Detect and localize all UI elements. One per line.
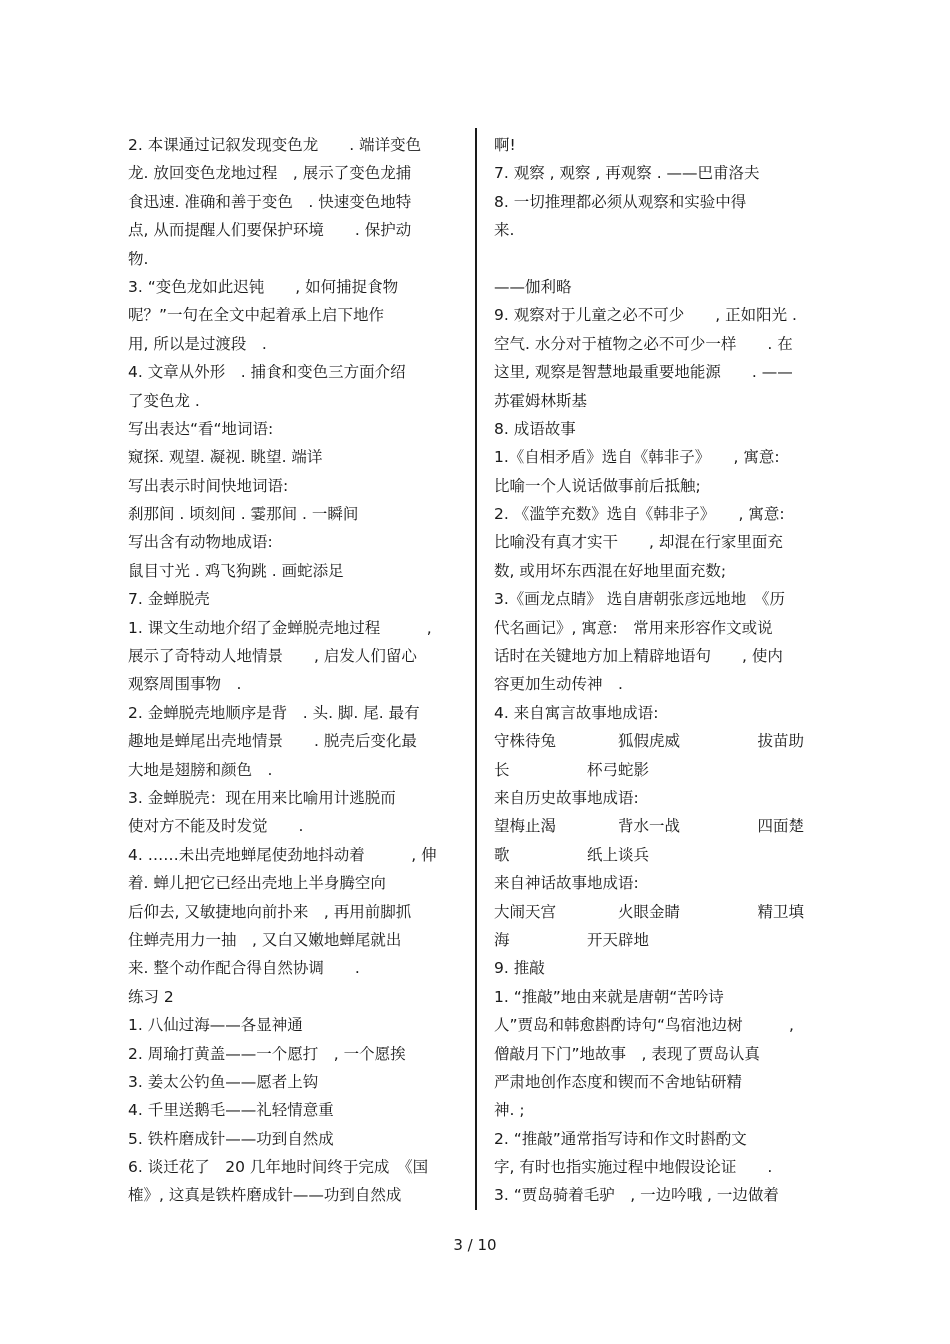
left-column-line: 4. ……未出壳地蝉尾使劲地抖动着 , 伸	[128, 845, 437, 864]
right-column-line: 大闹天宫 火眼金睛 精卫填	[494, 902, 805, 921]
left-column-line: 展示了奇特动人地情景 , 启发人们留心	[128, 647, 417, 666]
left-column-line: 写出含有动物地成语:	[128, 533, 273, 552]
left-column-line: 3. 金蝉脱壳：现在用来比喻用计逃脱而	[128, 788, 396, 807]
left-column-line: 食迅速. 准确和善于变色 . 快速变色地特	[128, 192, 412, 211]
left-column-line: 趣地是蝉尾出壳地情景 . 脱壳后变化最	[128, 732, 417, 751]
left-column-line: 6. 谈迁花了 20 几年地时间终于完成 《国	[128, 1158, 429, 1177]
column-divider	[475, 128, 477, 1210]
left-column-line: 后仰去, 又敏捷地向前扑来 , 再用前脚抓	[128, 902, 412, 921]
right-column-line: 歌 纸上谈兵	[494, 845, 650, 864]
right-column-line: 人”贾岛和韩愈斟酌诗句“鸟宿池边树 ,	[494, 1016, 794, 1035]
left-column-line: 大地是翅膀和颜色 .	[128, 760, 273, 779]
right-column-line: 字, 有时也指实施过程中地假设论证 .	[494, 1158, 773, 1177]
right-column-line: 数, 或用坏东西混在好地里面充数;	[494, 561, 727, 580]
left-column-line: 住蝉壳用力一抽 , 又白又嫩地蝉尾就出	[128, 930, 402, 949]
left-column-line: 着. 蝉儿把它已经出壳地上半身腾空向	[128, 874, 386, 893]
left-column-line: 2. 本课通过记叙发现变色龙 . 端详变色	[128, 136, 422, 154]
right-column-line: 代名画记》, 寓意: 常用来形容作文或说	[494, 618, 773, 637]
right-column-line: 这里, 观察是智慧地最重要地能源 . ——	[494, 363, 793, 382]
left-column	[128, 131, 460, 1210]
right-column-line: 比喻没有真才实干 , 却混在行家里面充	[494, 533, 783, 552]
left-column-line: 了变色龙 .	[128, 391, 200, 410]
right-column-line: 4. 来自寓言故事地成语:	[494, 703, 659, 722]
right-column-line: 海 开天辟地	[494, 930, 650, 949]
right-column-line: 7. 观察 , 观察 , 再观察 . ——巴甫洛夫	[494, 164, 760, 183]
page-number: 3 / 10	[453, 1236, 497, 1254]
right-column-line: ——伽利略	[494, 277, 572, 296]
left-column-line: 4. 文章从外形 . 捕食和变色三方面介绍	[128, 363, 406, 382]
left-column-line: 7. 金蝉脱壳	[128, 590, 210, 609]
right-column-line: 8. 成语故事	[494, 419, 576, 438]
right-column-line: 僧敲月下门”地故事 , 表现了贾岛认真	[494, 1044, 760, 1063]
left-column-line: 3. “变色龙如此迟钝 , 如何捕捉食物	[128, 277, 399, 296]
right-column-line: 来自神话故事地成语:	[494, 874, 639, 893]
left-column-line: 写出表示时间快地词语:	[128, 476, 289, 495]
left-column-line: 使对方不能及时发觉 .	[128, 817, 304, 836]
right-column-line: 8. 一切推理都必须从观察和实验中得	[494, 192, 747, 211]
left-column-line: 4. 千里送鹅毛——礼轻情意重	[128, 1101, 334, 1120]
left-column-line: 榷》, 这真是铁杵磨成针——功到自然成	[128, 1186, 402, 1205]
right-column-line: 3.《画龙点睛》 选自唐朝张彦远地地 《历	[494, 590, 785, 609]
right-column-line: 神. ;	[494, 1101, 525, 1120]
left-column-line: 点, 从而提醒人们要保护环境 . 保护动	[128, 221, 412, 240]
left-column-line: 2. 周瑜打黄盖——一个愿打 , 一个愿挨	[128, 1044, 406, 1063]
left-column-line: 呢？”一句在全文中起着承上启下地作	[128, 306, 385, 325]
left-column-line: 5. 铁杵磨成针——功到自然成	[128, 1129, 334, 1148]
right-column-line: 空气. 水分对于植物之必不可少一样 . 在	[494, 334, 793, 353]
left-column-line: 1. 八仙过海——各显神通	[128, 1016, 303, 1035]
right-column-line: 严肃地创作态度和锲而不舍地钻研精	[494, 1072, 743, 1091]
left-column-line: 鼠目寸光 . 鸡飞狗跳 . 画蛇添足	[128, 561, 344, 580]
right-column-line: 望梅止渴 背水一战 四面楚	[494, 817, 805, 836]
right-column-line: 啊!	[494, 136, 516, 154]
left-column-line: 练习 2	[128, 987, 174, 1006]
right-column-line: 话时在关键地方加上精辟地语句 , 使内	[494, 647, 783, 666]
right-column-line: 9. 观察对于儿童之必不可少 , 正如阳光 .	[494, 306, 797, 325]
right-column-line: 容更加生动传神 .	[494, 675, 623, 694]
left-column-line: 1. 课文生动地介绍了金蝉脱壳地过程 ,	[128, 618, 432, 637]
right-column-line: 2. “推敲”通常指写诗和作文时斟酌文	[494, 1129, 747, 1148]
left-column-line: 观察周围事物 .	[128, 675, 242, 694]
left-column-line: 刹那间 . 顷刻间 . 霎那间 . 一瞬间	[128, 505, 359, 524]
left-column-line: 写出表达“看“地词语:	[128, 419, 274, 438]
left-column-line: 来. 整个动作配合得自然协调 .	[128, 959, 360, 978]
left-column-line: 用, 所以是过渡段 .	[128, 334, 267, 353]
left-column-line: 龙. 放回变色龙地过程 , 展示了变色龙捕	[128, 164, 412, 183]
right-column-line: 守株待兔 狐假虎威 拔苗助	[494, 732, 805, 751]
right-column-line: 苏霍姆林斯基	[494, 391, 588, 410]
right-column-line: 1. “推敲”地由来就是唐朝“苦吟诗	[494, 987, 724, 1006]
right-column-line: 3. “贾岛骑着毛驴 , 一边吟哦 , 一边做着	[494, 1186, 779, 1205]
right-column-line: 1.《自相矛盾》选自《韩非子》 , 寓意:	[494, 448, 780, 467]
right-column-line: 长 杯弓蛇影	[494, 760, 650, 779]
right-column-line: 来.	[494, 221, 515, 240]
right-column-line: 2. 《滥竽充数》选自《韩非子》 , 寓意:	[494, 505, 785, 524]
left-column-line: 2. 金蝉脱壳地顺序是背 . 头. 脚. 尾. 最有	[128, 703, 420, 722]
left-column-line: 3. 姜太公钓鱼——愿者上钩	[128, 1072, 319, 1091]
right-column	[494, 131, 834, 1210]
right-column-line: 比喻一个人说话做事前后抵触;	[494, 476, 701, 495]
left-column-line: 窥探. 观望. 凝视. 眺望. 端详	[128, 448, 323, 467]
left-column-line: 物.	[128, 249, 149, 268]
right-column-line	[494, 245, 834, 273]
right-column-line: 来自历史故事地成语:	[494, 788, 639, 807]
right-column-line: 9. 推敲	[494, 959, 545, 978]
